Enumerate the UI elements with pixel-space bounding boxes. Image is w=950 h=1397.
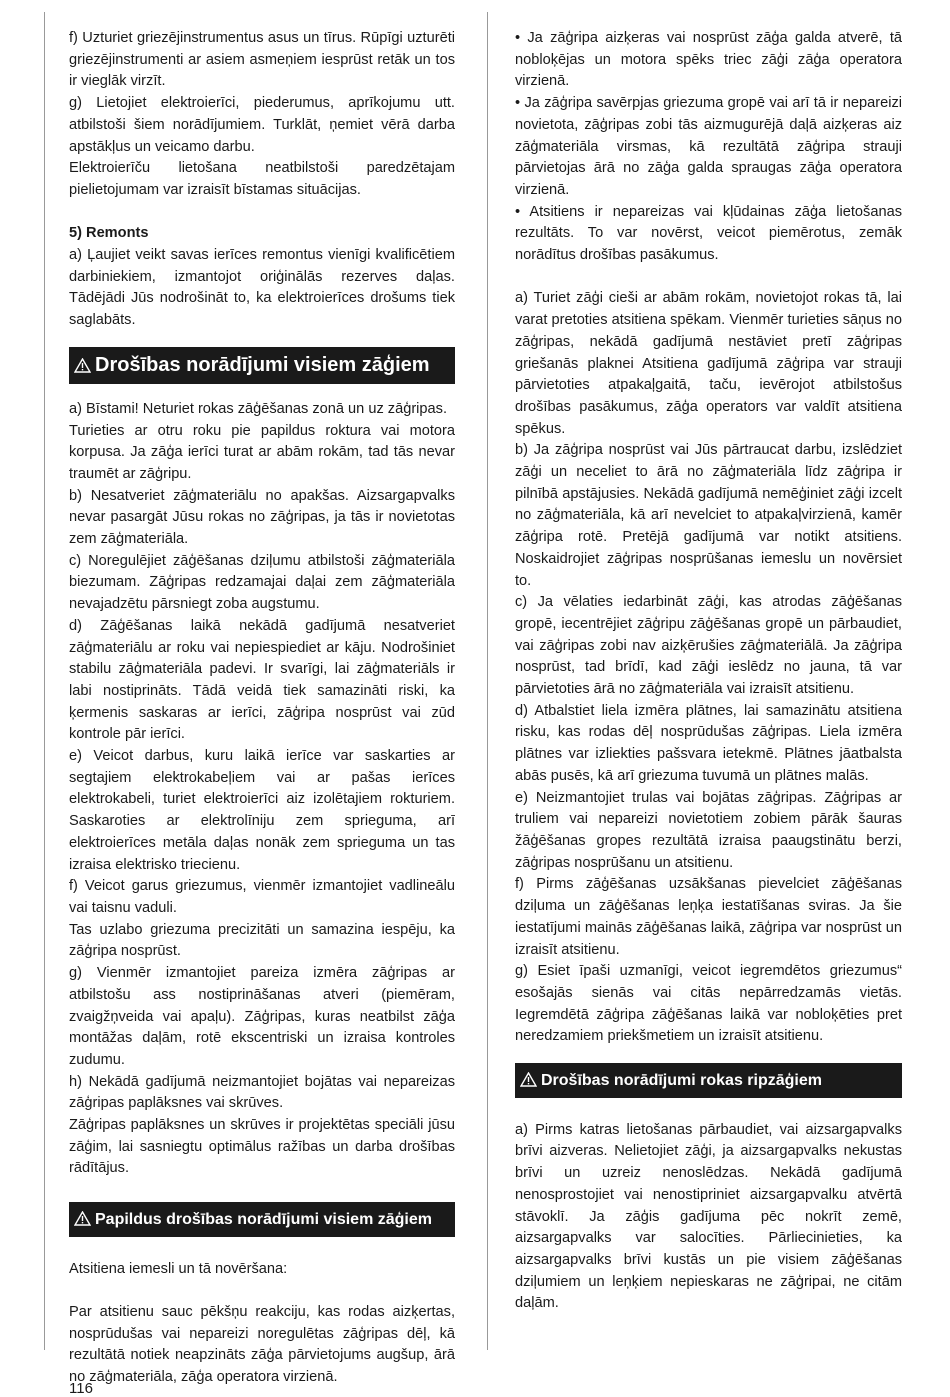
column-divider-rule — [487, 12, 488, 1350]
warning-triangle-icon — [74, 1204, 91, 1219]
paragraph: c) Noregulējiet zāģēšanas dziļumu atbilstoši zāģmateriāla biezumam. Zāģripas redzamajai daļai zem zāģmateriāla nevajadzētu pārsniegt zoba augstumu. — [69, 552, 455, 613]
paragraph: Turieties ar otru roku pie papildus roktura vai motora korpusa. Ja zāģa ierīci turat ar abām rokām, tad tās nevar traumēt ar zāģripu. — [69, 422, 455, 482]
spacer — [69, 1280, 455, 1302]
subsection-heading: 5) Remonts — [69, 225, 149, 242]
section-heading-text: Drošības norādījumi visiem zāģiem — [95, 353, 430, 376]
paragraph: g) Lietojiet elektroierīci, piederumus, aprīkojumu utt. atbilstoši šiem norādījumiem. Turklāt, ņemiet vērā darba apstākļus un veicamo darbu. — [69, 95, 455, 155]
spacer — [69, 1237, 455, 1259]
spacer — [69, 202, 455, 224]
paragraph: Zāģripas paplāksnes un skrūves ir projektētas speciāli jūsu zāģim, lai sasniegtu optimālus ražības un darba drošības rādītājus. — [69, 1117, 455, 1177]
left-margin-rule — [44, 12, 45, 1350]
paragraph: Par atsitienu sauc pēkšņu reakciju, kas rodas aizķertas, nosprūdušas vai nepareizi noregulētas zāģripas dēļ, kā rezultātā notiek neapzināts zāģa pārvietojums augšup, ārā no zāģmateriāla, zāģa operatora virzienā. — [69, 1303, 455, 1386]
section-heading-bar — [515, 1063, 902, 1098]
paragraph: d) Zāģēšanas laikā nekādā gadījumā nesatveriet zāģmateriālu ar roku vai nepiespiediet ar kāju. Nodrošiniet stabilu zāģmateriāla padevi. Ir svarīgi, lai zāģmateriāls ir labi nostiprināts. Tādā veidā tiek samazināti riski, ka ķermenis saskaras ar ierīci, zāģripa nosprūst vai zūd kontrole pār ierīci. — [69, 617, 455, 743]
paragraph: d) Atbalstiet liela izmēra plātnes, lai samazinātu atsitiena risku, kas rodas dēļ nosprūdušas zāģripas. Liela izmēra plātnes var izliekties pašsvara ietekmē. Plātnes jāatbalsta abās pusēs, kā arī griezuma tuvumā un plātnes malās. — [515, 702, 902, 784]
left-column — [69, 28, 455, 1389]
paragraph: • Ja zāģripa aizķeras vai nosprūst zāģa galda atverē, tā nobloķējas un motora spēks triec zāģi zāģa operatora virzienā. — [515, 30, 902, 90]
page-number: 116 — [69, 1380, 93, 1397]
section-heading-text: Papildus drošības norādījumi visiem zāģiem — [95, 1210, 432, 1228]
paragraph: b) Nesatveriet zāģmateriālu no apakšas. Aizsargapvalks nevar pasargāt Jūsu rokas no zāģripas, ja tās ir novietotas zem zāģmateriāla. — [69, 487, 455, 548]
spacer — [515, 1048, 902, 1063]
right-column — [515, 28, 902, 1315]
paragraph: • Atsitiens ir nepareizas vai kļūdainas zāģa lietošanas rezultāts. To var novērst, veicot piemērotus, zemāk norādītus drošības pasākumus. — [515, 203, 902, 264]
spacer — [69, 332, 455, 347]
paragraph: b) Ja zāģripa nosprūst vai Jūs pārtraucat darbu, izslēdziet zāģi un neceliet to ārā no zāģmateriāla līdz zāģripa ir pilnībā apstājusies. Nekādā gadījumā nemēģiniet zāģi izcelt no zāģmateriāla, kā arī nevelciet to atpakaļvirzienā, kamēr zāģripa rotē. Pretējā gadījumā var notikt atsitiens. Noskaidrojiet zāģripas nosprūšanas iemeslu un novērsiet to. — [515, 442, 902, 589]
paragraph: g) Vienmēr izmantojiet pareiza izmēra zāģripas ar atbilstošu ass nostiprināšanas atveri (piemēram, zvaigžņveida vai apaļu). Zāģripas, kuras neatbilst zāģa montāžas daļām, rotē ekscentriski un izraisa kontroles zudumu. — [69, 965, 455, 1068]
paragraph: Atsitiena iemesli un tā novēršana: — [69, 1260, 288, 1277]
paragraph: a) Turiet zāģi cieši ar abām rokām, novietojot rokas tā, lai varat pretoties atsitiena spēkam. Vienmēr turieties sāņus no zāģripas, nekādā gadījumā nestāviet pretī zāģripas griešanās plaknei Atsitiena gadījumā zāģripa var strauji pārvietoties atpakaļgaitā, taču, ievērojot atbilstošus drošības pasākumus, zāģa operators var valdīt atsitiena spēkus. — [515, 290, 902, 437]
warning-triangle-icon — [74, 349, 91, 364]
paragraph: e) Veicot darbus, kuru laikā ierīce var saskarties ar segtajiem elektrokabeļiem vai ar pašas ierīces elektrokabeli, turiet elektroierīci aiz izolētajiem rokturiem. Saskaroties ar elektrolīniju zem sprieguma, arī elektroierīces metāla daļas nonāk zem sprieguma un tas izraisa elektrisko triecienu. — [69, 748, 455, 873]
paragraph: a) Ļaujiet veikt savas ierīces remontus vienīgi kvalificētiem darbiniekiem, izmantojot oriģinālās rezerves daļas. Tādējādi Jūs nodrošināt to, ka elektroierīces drošums tiek saglabāts. — [69, 247, 455, 329]
paragraph: f) Uzturiet griezējinstrumentus asus un tīrus. Rūpīgi uzturēti griezējinstrumenti ar asiem asmeņiem iesprūst retāk un tos ir vieglāk virzīt. — [69, 30, 455, 90]
spacer — [69, 384, 455, 399]
paragraph: h) Nekādā gadījumā neizmantojiet bojātas vai nepareizas zāģripas paplāksnes vai skrūves. — [69, 1073, 455, 1112]
section-heading-bar — [69, 347, 455, 384]
section-heading-bar — [69, 1202, 455, 1237]
section-heading-text: Drošības norādījumi rokas ripzāģiem — [541, 1072, 822, 1090]
paragraph: e) Neizmantojiet trulas vai bojātas zāģripas. Zāģripas ar truliem vai nepareizi novietotiem zobiem pārāk šauras žāģēšanas gropes rezultātā izraisa paaugstinātu berzi, zāģripas nosprūšanu un atsitienu. — [515, 789, 902, 871]
paragraph: c) Ja vēlaties iedarbināt zāģi, kas atrodas zāģēšanas gropē, iecentrējiet zāģripu zāģēšanas gropē un pārbaudiet, vai zāģripas zobi nav aizķērušies zāģmateriālā. Ja zāģripa nosprūst, tad brīdī, kad zāģi ieslēdz no jauna, tā var pārvietoties ārā no zāģmateriāla vai izraisīt atsitienu. — [515, 594, 902, 698]
paragraph: Elektroierīču lietošana neatbilstoši paredzētajam pielietojumam var izraisīt bīstamas situācijas. — [69, 160, 455, 198]
paragraph: Tas uzlabo griezuma precizitāti un samazina iespēju, ka zāģripa nosprūst. — [69, 921, 455, 960]
paragraph: f) Veicot garus griezumus, vienmēr izmantojiet vadlineālu vai taisnu vaduli. — [69, 878, 455, 916]
spacer — [515, 267, 902, 289]
paragraph: • Ja zāģripa savērpjas griezuma gropē vai arī tā ir nepareizi novietota, zāģripas zobi tās aizmugurējā daļā aizķeras aiz zāģmateriāla virsmas, kā rezultātā zāģripa strauji pārvietojas ārā no zāģa galda spraugas zāģa operatora virzienā. — [515, 95, 902, 198]
warning-triangle-icon — [520, 1065, 537, 1080]
spacer — [69, 1180, 455, 1202]
paragraph: a) Bīstami! Neturiet rokas zāģēšanas zonā un uz zāģripas. — [69, 400, 448, 417]
paragraph: a) Pirms katras lietošanas pārbaudiet, vai aizsargapvalks brīvi aizveras. Nelietojiet zāģi, ja aizsargapvalks nekustas brīvi un uzreiz nenoslēdzas. Nekādā gadījumā nenosprostojiet vai nenostipriniet aizsargapvalku atvērtā stāvoklī. Ja zāģis gadījuma pēc nokrīt zemē, aizsargapvalks var salocīties. Pārliecinieties, ka aizsargapvalks brīvi kustās un pie visiem zāģēšanas dziļumiem un leņķiem nepieskaras ne zāģripai, ne citām daļām. — [515, 1121, 902, 1312]
spacer — [515, 1098, 902, 1120]
paragraph: g) Esiet īpaši uzmanīgi, veicot iegremdētos griezumus“ esošajās sienās vai citās nepārredzamās vietās. Iegremdētā zāģripa zāģēšanas laikā var nobloķēties pret neredzamiem priekšmetiem un izraisīt atsitienu. — [515, 963, 902, 1045]
paragraph: f) Pirms zāģēšanas uzsākšanas pievelciet zāģēšanas dziļuma un zāģēšanas leņķa iestatīšanas sviras. Ja šie iestatījumi mainās zāģēšanas laikā, zāģripa var nosprūst un izraisīt atsitienu. — [515, 876, 902, 958]
